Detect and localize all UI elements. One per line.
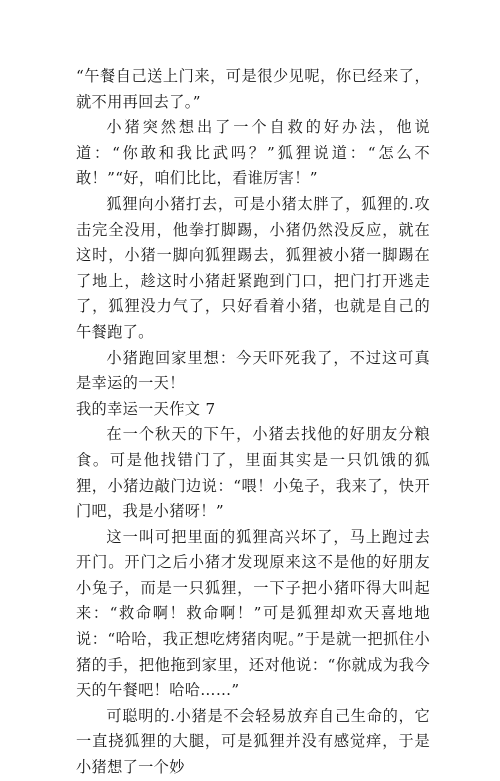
paragraph: 在一个秋天的下午，小猪去找他的好朋友分粮食。可是他找错门了，里面其实是一只饥饿的狐狸，小猪边敲门边说：“喂！小兔子，我来了，快开门吧，我是小猪呀！” [76,425,430,521]
paragraph: 狐狸向小猪打去，可是小猪太胖了，狐狸的.攻击完全没用，他拳打脚踢，小猪仍然没反应，就在这时，小猪一脚向狐狸踢去，狐狸被小猪一脚踢在了地上，趁这时小猪赶紧跑到门口，把门打开逃走了，狐狸没力气了，只好看着小猪，也就是自己的午餐跑了。 [76,194,430,341]
paragraph-continuation: “午餐自己送上门来，可是很少见呢，你已经来了，就不用再回去了。” [76,67,430,111]
paragraph: 小猪跑回家里想：今天吓死我了，不过这可真是幸运的一天！ [76,348,430,393]
document-body [76,64,430,781]
paragraph: 这一叫可把里面的狐狸高兴坏了，马上跑过去开门。开门之后小猪才发现原来这不是他的好朋友小兔子，而是一只狐狸，一下子把小猪吓得大叫起来：“救命啊！救命啊！”可是狐狸却欢天喜地地说：“哈哈，我正想吃烤猪肉呢。”于是就一把抓住小猪的手，把他拖到家里，还对他说：“你就成为我今天的午餐吧！哈哈……” [76,527,430,700]
paragraph: 小猪突然想出了一个自救的好办法，他说道：“你敢和我比武吗？”狐狸说道：“怎么不敢！”“好，咱们比比，看谁厉害！” [76,118,430,188]
section-title: 我的幸运一天作文 7 [76,399,216,418]
paragraph: 可聪明的.小猪是不会轻易放弃自己生命的，它一直挠狐狸的大腿，可是狐狸并没有感觉痒，于是小猪想了一个妙 [76,706,430,777]
